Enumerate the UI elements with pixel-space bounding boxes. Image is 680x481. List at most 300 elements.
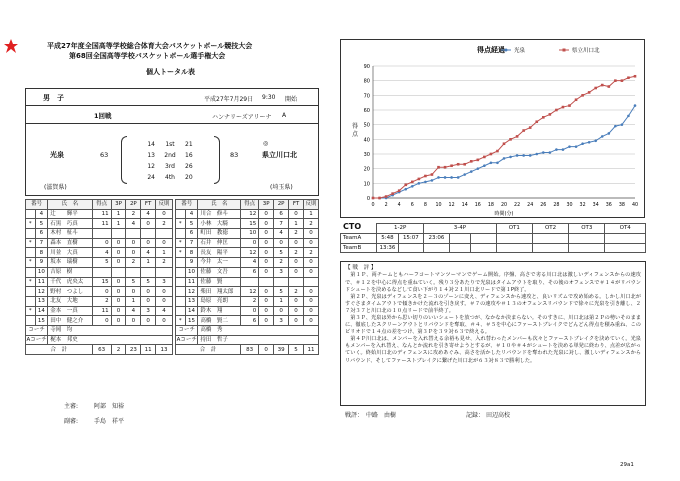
player-ft (141, 229, 156, 239)
data-point (391, 192, 394, 195)
data-point (568, 145, 571, 148)
player-p2: 3 (274, 267, 289, 277)
player-ft: 0 (141, 287, 156, 297)
player-no: 7 (185, 238, 198, 248)
data-point (398, 189, 401, 192)
x-axis-label: 時間(分) (494, 211, 514, 217)
player-ft: 0 (289, 316, 304, 326)
quarter-row: 13 2nd 16 (147, 152, 193, 159)
player-star (26, 229, 36, 239)
player-name: 野村 つよし (48, 287, 92, 297)
x-tick-label: 32 (579, 203, 586, 208)
data-point (385, 195, 388, 198)
player-p3 (111, 267, 126, 277)
data-point (555, 148, 558, 151)
data-point (404, 188, 407, 191)
player-pts: 12 (241, 209, 259, 219)
review-writer-label: 戦評： (345, 412, 364, 419)
data-point (581, 142, 584, 145)
player-p3: 0 (259, 306, 274, 316)
player-name: 町田 教徳 (198, 229, 241, 239)
home-box-score (25, 199, 173, 355)
y-tick-label: 0 (366, 196, 370, 202)
player-ft: 2 (289, 229, 304, 239)
player-name: 石井 伸匡 (198, 238, 241, 248)
y-tick-label: 50 (363, 122, 370, 129)
player-no: 6 (35, 229, 48, 239)
player-name: 吉原 樹 (48, 267, 92, 277)
data-point (404, 184, 407, 187)
y-tick-label: 60 (363, 108, 370, 114)
data-point (529, 154, 532, 157)
player-pts: 15 (92, 277, 111, 287)
data-point (562, 106, 565, 109)
player-no: 5 (35, 219, 48, 229)
player-p2: 4 (274, 229, 289, 239)
player-name: 高橋 賢二 (198, 316, 241, 326)
data-point (535, 153, 538, 156)
gender-label: 男 子 (43, 94, 64, 102)
player-p2: 5 (274, 287, 289, 297)
player-p3: 0 (111, 238, 126, 248)
data-point (470, 160, 473, 163)
player-pts: 10 (241, 229, 259, 239)
data-point (418, 178, 421, 181)
y-tick-label: 20 (363, 166, 370, 173)
data-point (555, 109, 558, 112)
player-p3: 0 (111, 277, 126, 287)
player-no: 13 (185, 296, 198, 306)
player-p2: 0 (126, 287, 141, 297)
player-row (176, 277, 319, 287)
x-tick-label: 12 (448, 203, 455, 208)
player-star: * (176, 248, 186, 258)
player-pts: 0 (241, 306, 259, 316)
player-row (26, 209, 173, 219)
player-row (26, 229, 173, 239)
away-score: 83 (230, 151, 239, 159)
player-star (176, 287, 186, 297)
player-star (26, 296, 36, 306)
player-pts: 15 (241, 219, 259, 229)
player-pts: 2 (92, 296, 111, 306)
x-tick-label: 0 (371, 203, 375, 208)
player-star: * (26, 219, 36, 229)
player-pts: 5 (92, 258, 111, 268)
data-point (575, 145, 578, 148)
legend-marker (563, 49, 566, 52)
player-pts: 11 (92, 306, 111, 316)
y-axis-label: 点 (351, 131, 359, 138)
home-total-row: 合 計 63 2 23 11 13 (26, 345, 173, 355)
player-p2: 2 (274, 258, 289, 268)
data-point (621, 79, 624, 82)
player-row (176, 209, 319, 219)
player-p2: 7 (274, 219, 289, 229)
x-tick-label: 26 (540, 203, 547, 208)
player-ft: 0 (289, 209, 304, 219)
player-row (176, 238, 319, 248)
player-ft: 3 (141, 306, 156, 316)
player-star: * (26, 238, 36, 248)
player-p3: 0 (259, 258, 274, 268)
player-p3: 0 (111, 296, 126, 306)
data-point (516, 135, 519, 138)
player-pts (92, 267, 111, 277)
data-point (483, 164, 486, 167)
player-row (26, 219, 173, 229)
player-p3: 1 (111, 209, 126, 219)
quarter-scores (140, 139, 200, 183)
data-point (614, 125, 617, 128)
data-point (529, 126, 532, 129)
player-p3: 0 (259, 238, 274, 248)
player-p2: 4 (126, 219, 141, 229)
player-ft: 4 (141, 248, 156, 258)
legend-marker (505, 49, 508, 52)
player-pf: 0 (156, 238, 173, 248)
data-point (424, 181, 427, 184)
player-star (176, 258, 186, 268)
player-pts: 0 (92, 316, 111, 326)
quarter-row: 24 4th 20 (147, 174, 193, 181)
player-row (176, 316, 319, 326)
player-ft: 0 (141, 316, 156, 326)
player-no: 12 (185, 287, 198, 297)
player-pts: 4 (241, 258, 259, 268)
score-progression-chart (340, 39, 645, 218)
x-tick-label: 22 (514, 203, 521, 208)
player-pts: 2 (241, 296, 259, 306)
player-pf: 2 (156, 219, 173, 229)
data-point (568, 104, 571, 107)
player-star (26, 267, 36, 277)
data-point (424, 175, 427, 178)
player-name: 北友 大地 (48, 296, 92, 306)
away-team-name: 県立川口北 (262, 151, 297, 159)
player-row (176, 287, 319, 297)
data-point (594, 140, 597, 143)
data-point (608, 85, 611, 88)
chief-referee: 阿部 知裕 (94, 403, 125, 410)
player-pf: 1 (304, 209, 319, 219)
player-ft: 0 (141, 219, 156, 229)
box-score-header: 番号 氏 名 得点 3P 2P FT 反則 (176, 200, 319, 210)
player-name: 今井 太一 (198, 258, 241, 268)
player-no: 4 (185, 209, 198, 219)
player-pf: 2 (156, 258, 173, 268)
player-no: 10 (35, 267, 48, 277)
player-no: 12 (35, 287, 48, 297)
player-ft: 0 (289, 296, 304, 306)
player-row (26, 267, 173, 277)
player-ft: 2 (289, 248, 304, 258)
sub-referee-label: 副審: (64, 418, 79, 425)
review-text: 第１Ｐ、両チームともハーフコートマンツーマンでゲーム開始。序盤、高さで劣る川口北は激しいディフェンスからの速攻で、＃１２を中心に得点を重ねていく。残り３分あたりで光泉はタイムアウトを取り、その後のオフェンスで＃１４がリバウンドシュートを決めるなどして食い下がり１４対２１川口北リードで第１P終了。 第２Ｐ、光泉はディフェンスを２－３のゾーンに変え、ディフェンスから速攻と、良いリズムで攻め始める。しかし川口北がすぐさまタイムアウトで傾きかけた流れを引き戻す。＃７の速攻や＃１３のオフェンスリバウンドで徐々に光泉を引き離し、２７対３７と川口北の１０点リードで前半終了。 第３Ｐ、光泉は外から思い切りのいいシュートを放つが、なかなか決まらない。そのすきに、川口北は第２Ｐの勢いそのままに、徹底したスクリーンアウトとリバウンドを奪取、＃４、＃５を中心にファーストブレイクでどんどん得点を積み重ね、このピリオドで１４点の差をつけ、第３Ｐを３９対６３で終える。 第４Ｐ川口北は、メンバーを入れ替える余裕も見せ、入れ替わったメンバーも次々とファーストブレイクを決めていく。光泉もメンバーを入れ替え、なんとか流れを引き寄せようとするが、＃１０や＃４がシュートを決める単発に終わり、点差が広がっていく。終始川口北のディフェンスに攻めあぐみ、高さを活かしたリバウンドを奪われた光泉に対し、激しいディフェンスからリバウンド、そしてファーストブレイクに繋げた川口北が６３対８３で勝利した。 (345, 272, 641, 364)
player-pts: 12 (241, 248, 259, 258)
player-p3: 1 (111, 219, 126, 229)
player-p2: 0 (274, 306, 289, 316)
data-point (418, 182, 421, 185)
player-p3: 0 (111, 258, 126, 268)
y-axis-label: 得 (351, 123, 359, 130)
venue-name: ハンナリーズアリーナ (212, 114, 272, 121)
x-tick-label: 38 (618, 203, 625, 208)
player-no: 8 (185, 248, 198, 258)
player-ft: 0 (289, 258, 304, 268)
player-p2: 2 (126, 209, 141, 219)
player-star (176, 229, 186, 239)
player-p3: 0 (259, 287, 274, 297)
player-p2: 5 (126, 277, 141, 287)
player-pf: 2 (304, 219, 319, 229)
player-star (26, 248, 36, 258)
player-pts: 0 (241, 238, 259, 248)
y-tick-label: 30 (363, 152, 370, 158)
player-star: * (26, 277, 36, 287)
cto-title: CTO (343, 222, 362, 231)
player-star (26, 209, 36, 219)
data-point (627, 76, 630, 79)
player-row (176, 296, 319, 306)
player-name: 森本 直樹 (48, 238, 92, 248)
data-point (411, 181, 414, 184)
player-p2: 4 (126, 306, 141, 316)
player-pf: 0 (156, 209, 173, 219)
data-point (608, 132, 611, 135)
legend-label: 光泉 (514, 48, 526, 54)
player-no: 10 (185, 267, 198, 277)
player-row (176, 248, 319, 258)
winner-mark: ◎ (263, 140, 269, 147)
player-ft: 0 (289, 238, 304, 248)
player-row (26, 248, 173, 258)
x-tick-label: 28 (553, 203, 560, 208)
data-point (634, 75, 637, 78)
player-no: 11 (185, 277, 198, 287)
player-row (26, 287, 173, 297)
data-point (490, 153, 493, 156)
player-pts: 6 (241, 316, 259, 326)
data-point (470, 170, 473, 173)
player-star (176, 296, 186, 306)
player-p2: 1 (126, 296, 141, 306)
player-p3: 0 (259, 296, 274, 306)
away-team-pref: (埼玉県) (270, 184, 293, 191)
player-p3: 0 (111, 248, 126, 258)
player-star: * (176, 316, 186, 326)
player-row (26, 258, 173, 268)
player-name: 島原 亮朗 (198, 296, 241, 306)
data-point (594, 87, 597, 90)
player-p3: 0 (259, 219, 274, 229)
quarter-row: 14 1st 21 (147, 141, 193, 148)
data-point (378, 197, 381, 200)
data-point (496, 150, 499, 153)
cto-row-teamb: TeamB 13:36 (341, 243, 646, 253)
x-tick-label: 10 (435, 203, 442, 208)
player-ft (289, 277, 304, 287)
x-tick-label: 4 (397, 203, 401, 208)
y-tick-label: 10 (363, 181, 370, 188)
data-point (549, 113, 552, 116)
player-p3: 0 (259, 248, 274, 258)
player-p2: 5 (274, 248, 289, 258)
data-point (588, 91, 591, 94)
data-point (562, 148, 565, 151)
data-point (542, 116, 545, 119)
data-point (457, 163, 460, 166)
player-ft: 2 (289, 287, 304, 297)
x-tick-label: 20 (500, 203, 508, 208)
player-p3: 0 (259, 229, 274, 239)
legend-label: 県立川口北 (572, 48, 600, 54)
player-star (176, 277, 186, 287)
player-p3: 0 (259, 209, 274, 219)
player-no: 4 (35, 209, 48, 219)
player-ft: 0 (289, 306, 304, 316)
data-point (490, 162, 493, 165)
player-name: 金本 一真 (48, 306, 92, 316)
recorder-label: 記録： (466, 412, 485, 419)
player-p2: 6 (274, 209, 289, 219)
player-pf: 0 (304, 267, 319, 277)
player-star (26, 287, 36, 297)
chief-referee-label: 主審: (64, 403, 79, 410)
player-p2: 0 (126, 238, 141, 248)
player-name: 佐藤 賢 (198, 277, 241, 287)
data-point (503, 157, 506, 160)
data-point (477, 167, 480, 170)
x-tick-label: 2 (384, 203, 388, 208)
player-name: 辻 輝平 (48, 209, 92, 219)
player-name: 千代 虎央太 (48, 277, 92, 287)
data-point (601, 135, 604, 138)
player-name: 長友 陽平 (198, 248, 241, 258)
series-line-home (373, 106, 635, 198)
player-no: 11 (35, 277, 48, 287)
player-p3: 0 (111, 306, 126, 316)
player-pf: 0 (156, 287, 173, 297)
home-acoach-row: Aコーチ 梶本 邦史 (26, 335, 173, 345)
player-star (176, 209, 186, 219)
game-review (340, 261, 646, 406)
player-ft: 1 (141, 258, 156, 268)
y-tick-label: 70 (363, 93, 370, 100)
player-pf: 0 (304, 258, 319, 268)
player-pf: 1 (156, 248, 173, 258)
tournament-logo-icon (4, 39, 18, 53)
player-pf: 0 (304, 287, 319, 297)
quarter-row: 12 3rd 26 (147, 163, 193, 170)
sub-referee: 手島 祥平 (94, 418, 125, 425)
player-star: * (26, 258, 36, 268)
player-pf: 0 (156, 296, 173, 306)
player-star (26, 316, 36, 326)
home-team-name: 光泉 (50, 151, 64, 159)
player-p2: 0 (126, 316, 141, 326)
y-tick-label: 40 (363, 137, 370, 144)
player-p2: 0 (126, 248, 141, 258)
player-star (176, 267, 186, 277)
x-tick-label: 34 (592, 203, 599, 208)
page-id: 29a1 (620, 462, 634, 468)
data-point (450, 176, 453, 179)
x-tick-label: 18 (487, 203, 494, 208)
player-name: 石黒 巧真 (48, 219, 92, 229)
player-pts: 11 (92, 219, 111, 229)
data-point (477, 159, 480, 162)
player-no: 14 (185, 306, 198, 316)
player-pts: 12 (241, 287, 259, 297)
player-no: 8 (35, 248, 48, 258)
player-pts: 0 (92, 238, 111, 248)
player-ft: 4 (141, 209, 156, 219)
x-tick-label: 16 (474, 203, 481, 208)
data-point (522, 154, 525, 157)
home-team-pref: (滋賀県) (44, 184, 67, 191)
data-point (483, 156, 486, 159)
data-point (496, 162, 499, 165)
player-no: 5 (185, 219, 198, 229)
player-ft: 1 (289, 219, 304, 229)
data-point (542, 151, 545, 154)
data-point (588, 141, 591, 144)
player-name: 川並 大真 (48, 248, 92, 258)
player-no: 6 (185, 229, 198, 239)
player-ft: 0 (289, 267, 304, 277)
data-point (575, 98, 578, 101)
data-point (581, 94, 584, 97)
player-no: 9 (185, 258, 198, 268)
player-p2: 3 (274, 316, 289, 326)
player-row (26, 238, 173, 248)
player-row (176, 219, 319, 229)
player-p2 (126, 229, 141, 239)
player-pts: 11 (92, 209, 111, 219)
player-star: * (26, 306, 36, 316)
player-name: 柴田 翔太郎 (198, 287, 241, 297)
player-pf: 0 (304, 229, 319, 239)
data-point (463, 173, 466, 176)
away-acoach-row: Aコーチ 持田 哲子 (176, 335, 319, 345)
player-star (176, 306, 186, 316)
player-p2 (274, 277, 289, 287)
data-point (509, 156, 512, 159)
player-row (176, 306, 319, 316)
player-pf (156, 267, 173, 277)
recorder: 田辺高校 (486, 412, 511, 419)
player-p2: 0 (274, 238, 289, 248)
player-pf: 2 (304, 248, 319, 258)
player-p2: 1 (274, 296, 289, 306)
data-point (444, 176, 447, 179)
x-tick-label: 36 (605, 203, 612, 208)
player-pts (92, 229, 111, 239)
data-point (503, 142, 506, 145)
player-pf (304, 277, 319, 287)
player-row (176, 229, 319, 239)
data-point (621, 123, 624, 126)
player-no: 14 (35, 306, 48, 316)
player-row (176, 267, 319, 277)
box-score-header: 番号 氏 名 得点 3P 2P FT 反則 (26, 200, 173, 210)
player-no: 13 (35, 296, 48, 306)
player-p3: 0 (259, 267, 274, 277)
player-pf: 4 (156, 306, 173, 316)
player-ft: 5 (141, 277, 156, 287)
game-date: 平成27年7月29日 (204, 96, 254, 103)
